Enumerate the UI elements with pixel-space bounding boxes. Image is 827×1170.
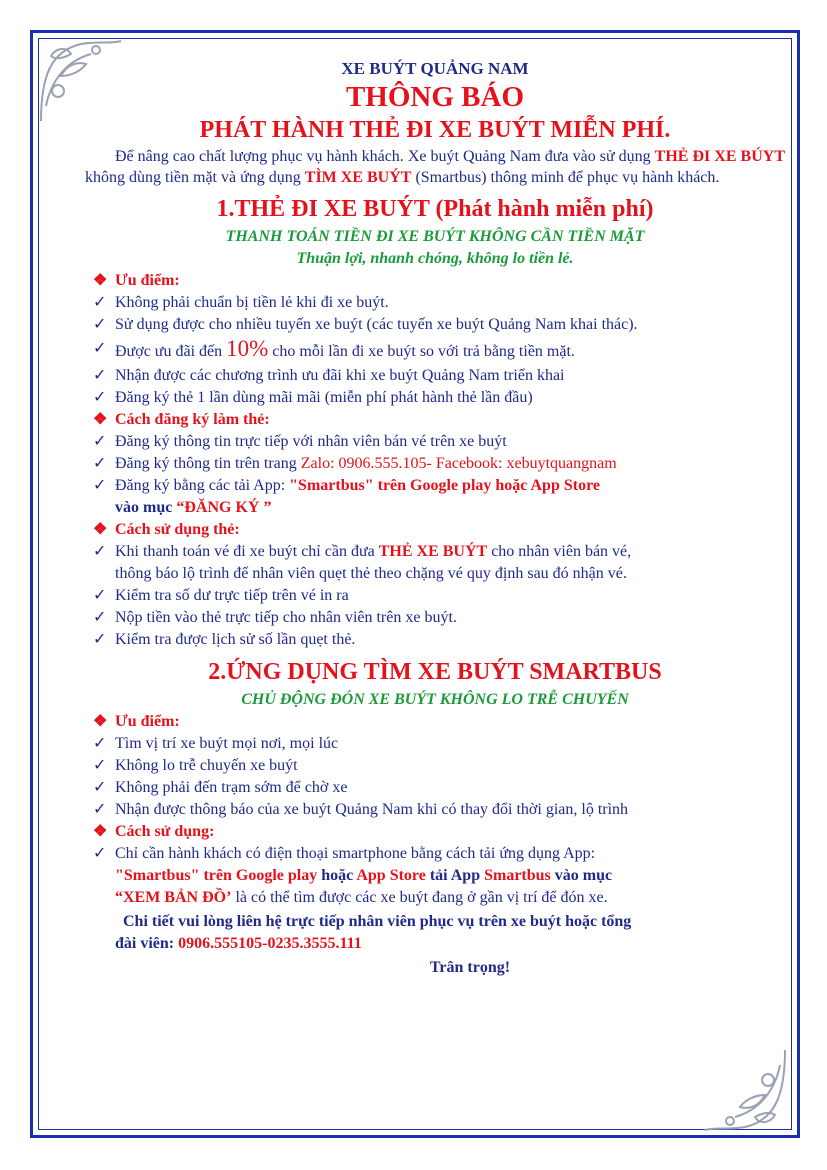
- item-text: Đăng ký thông tin trên trang: [115, 455, 301, 472]
- list-item: [85, 629, 785, 651]
- list-item-continuation: [85, 887, 785, 909]
- closing: Trân trọng!: [429, 959, 511, 976]
- contact-line: [115, 933, 785, 955]
- list-item: [85, 453, 785, 475]
- notice-title: THÔNG BÁO: [345, 81, 525, 113]
- section2-title: 2.ỨNG DỤNG TÌM XE BUÝT SMARTBUS: [208, 659, 662, 685]
- item-text: Đăng ký thẻ 1 lần dùng mãi mãi (miễn phí phát hành thẻ lần đầu): [115, 389, 533, 406]
- item-text: tải App: [425, 867, 485, 884]
- check-icon: ✓: [93, 587, 107, 604]
- check-icon: ✓: [93, 631, 107, 648]
- section2-subtitle: CHỦ ĐỘNG ĐÓN XE BUÝT KHÔNG LO TRỄ CHUYẾN: [241, 691, 629, 708]
- list-heading: [85, 519, 785, 541]
- check-icon: ✓: [93, 543, 107, 560]
- list-item: [85, 475, 785, 497]
- list-heading: [85, 270, 785, 292]
- item-text: Đăng ký bằng các tải App:: [115, 477, 290, 494]
- item-text: Nhận được thông báo của xe buýt Quảng Nam khi có thay đổi thời gian, lộ trình: [115, 801, 629, 818]
- item-text: Không lo trễ chuyến xe buýt: [115, 757, 298, 774]
- section1-tagline: Thuận lợi, nhanh chóng, không lo tiền lẻ.: [296, 250, 574, 267]
- check-icon: ✓: [93, 294, 107, 311]
- contact-line: Chi tiết vui lòng liên hệ trực tiếp nhân viên phục vụ trên xe buýt hoặc tổng: [123, 913, 632, 930]
- check-icon: ✓: [93, 779, 107, 796]
- list-item-continuation: [85, 865, 785, 887]
- list-item: [85, 777, 785, 799]
- list-heading: [85, 711, 785, 733]
- diamond-bullet-icon: ❖: [93, 823, 108, 840]
- list-item: [85, 365, 785, 387]
- list-item-continuation: [85, 497, 785, 519]
- check-icon: ✓: [93, 609, 107, 626]
- contact-phones: 0906.555105-0235.3555.111: [178, 935, 362, 952]
- list-item: [85, 733, 785, 755]
- diamond-bullet-icon: ❖: [93, 411, 108, 428]
- item-text: cho nhân viên bán vé,: [487, 543, 632, 560]
- section2-list: [85, 711, 785, 909]
- check-icon: ✓: [93, 845, 107, 862]
- heading-text: Ưu điểm:: [115, 713, 180, 730]
- list-item: [85, 843, 785, 865]
- check-icon: ✓: [93, 757, 107, 774]
- app-name: Smartbus: [484, 867, 551, 884]
- item-text: thông báo lộ trình để nhân viên quẹt thẻ theo chặng vé quy định sau đó nhận vé.: [115, 565, 627, 582]
- list-item: [85, 314, 785, 336]
- item-text: vào mục: [550, 867, 613, 884]
- item-text: Nhận được các chương trình ưu đãi khi xe buýt Quảng Nam triển khai: [115, 367, 565, 384]
- item-text: Không phải chuẩn bị tiền lẻ khi đi xe buýt.: [115, 294, 389, 311]
- heading-text: Ưu điểm:: [115, 272, 180, 289]
- diamond-bullet-icon: ❖: [93, 272, 108, 289]
- section1-subtitle: THANH TOÁN TIỀN ĐI XE BUÝT KHÔNG CẦN TIỀN MẶT: [225, 228, 645, 245]
- diamond-bullet-icon: ❖: [93, 713, 108, 730]
- notice-headline: PHÁT HÀNH THẺ ĐI XE BUÝT MIỄN PHÍ.: [199, 117, 671, 143]
- list-item: [85, 292, 785, 314]
- list-item: [85, 585, 785, 607]
- item-text: hoặc: [317, 867, 357, 884]
- diamond-bullet-icon: ❖: [93, 521, 108, 538]
- check-icon: ✓: [93, 455, 107, 472]
- item-text: là có thể tìm được các xe buýt đang ở gần vị trí để đón xe.: [231, 889, 608, 906]
- contact-label: đài viên:: [115, 935, 179, 952]
- item-text: Tìm vị trí xe buýt mọi nơi, mọi lúc: [115, 735, 339, 752]
- intro-text-2: không dùng tiền mặt và ứng dụng: [85, 169, 305, 186]
- check-icon: ✓: [93, 367, 107, 384]
- heading-text: Cách sử dụng:: [115, 823, 215, 840]
- list-heading: [85, 821, 785, 843]
- item-text: vào mục: [115, 499, 177, 516]
- intro-card-name: THẺ ĐI XE BÚYT: [654, 148, 785, 165]
- app-store-text: "Smartbus" trên Google play: [115, 867, 318, 884]
- item-text: Không phải đến trạm sớm để chờ xe: [115, 779, 348, 796]
- register-menu-name: “ĐĂNG KÝ ”: [176, 499, 272, 516]
- list-item: [85, 799, 785, 821]
- org-name: XE BUÝT QUẢNG NAM: [341, 59, 529, 78]
- list-item: [85, 607, 785, 629]
- list-item: [85, 387, 785, 409]
- list-item-continuation: [85, 563, 785, 585]
- item-text: Nộp tiền vào thẻ trực tiếp cho nhân viên trên xe buýt.: [115, 609, 457, 626]
- item-text: Khi thanh toán vé đi xe buýt chỉ cần đưa: [115, 543, 379, 560]
- item-text: Kiểm tra được lịch sử số lần quẹt thẻ.: [115, 631, 356, 648]
- item-text: Được ưu đãi đến: [115, 343, 227, 360]
- item-text: Sử dụng được cho nhiều tuyến xe buýt (các tuyến xe buýt Quảng Nam khai thác).: [115, 316, 638, 333]
- item-text: Đăng ký thông tin trực tiếp với nhân viên bán vé trên xe buýt: [115, 433, 507, 450]
- notice-content: [85, 58, 785, 977]
- app-store-text: App Store: [356, 867, 426, 884]
- check-icon: ✓: [93, 801, 107, 818]
- list-item: [85, 755, 785, 777]
- intro-app-name: TÌM XE BUÝT: [304, 169, 412, 186]
- item-text: Chỉ cần hành khách có điện thoại smartphone bằng cách tải ứng dụng App:: [115, 845, 596, 862]
- list-item: [85, 541, 785, 563]
- intro-paragraph: [85, 146, 785, 188]
- list-heading: [85, 409, 785, 431]
- item-text: Kiểm tra số dư trực tiếp trên vé in ra: [115, 587, 349, 604]
- list-item: [85, 336, 785, 365]
- map-menu-name: “XEM BẢN ĐỒ’: [115, 889, 232, 906]
- check-icon: ✓: [93, 389, 107, 406]
- contact-info: [85, 911, 785, 955]
- check-icon: ✓: [93, 735, 107, 752]
- check-icon: ✓: [93, 316, 107, 333]
- list-item: [85, 431, 785, 453]
- discount-value: 10%: [226, 336, 269, 361]
- check-icon: ✓: [93, 340, 107, 357]
- section1-list: [85, 270, 785, 651]
- social-links: Zalo: 0906.555.105- Facebook: xebuytquangnam: [300, 455, 617, 472]
- check-icon: ✓: [93, 433, 107, 450]
- intro-text-1: Để nâng cao chất lượng phục vụ hành khách. Xe buýt Quảng Nam đưa vào sử dụng: [115, 148, 655, 165]
- heading-text: Cách sử dụng thẻ:: [115, 521, 240, 538]
- item-text: cho mỗi lần đi xe buýt so với trả bằng tiền mặt.: [268, 343, 575, 360]
- card-name: THẺ XE BUÝT: [378, 543, 488, 560]
- section1-title: 1.THẺ ĐI XE BUÝT (Phát hành miễn phí): [216, 196, 654, 222]
- app-store-text: "Smartbus" trên Google play hoặc App Store: [289, 477, 600, 494]
- heading-text: Cách đăng ký làm thẻ:: [115, 411, 270, 428]
- check-icon: ✓: [93, 477, 107, 494]
- corner-ornament-bottom-right: [700, 1045, 790, 1135]
- intro-text-3: (Smartbus) thông minh để phục vụ hành khách.: [411, 169, 720, 186]
